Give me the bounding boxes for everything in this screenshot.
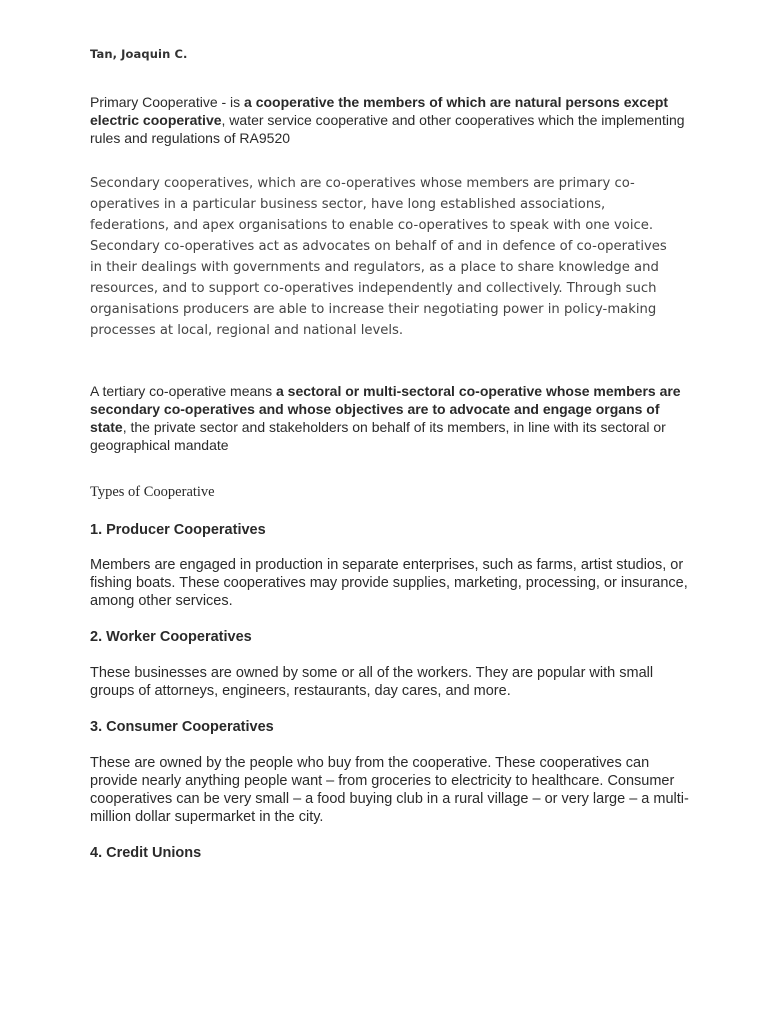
primary-rest: , water service cooperative and other cooperatives which the implementing rules and regulations of RA9520	[90, 112, 685, 146]
type-body-worker: These businesses are owned by some or all of the workers. They are popular with small groups of attorneys, engineers, restaurants, day cares, and more.	[90, 665, 654, 699]
type-heading-worker: 2. Worker Cooperatives	[90, 629, 252, 645]
secondary-cooperative-paragraph: Secondary cooperatives, which are co-operatives whose members are primary co-operatives in a particular business sector, have long established associations, federations, and apex organisations to enable co-operatives to speak with one voice. Secondary co-operatives act as advocates on behalf of and in defence of co-operatives in their dealings with governments and regulators, as a place to share knowledge and resources, and to support co-operatives independently and collectively. Through such organisations producers are able to increase their negotiating power in policy-making processes at local, regional and national levels.	[90, 176, 667, 338]
type-heading-credit-unions: 4. Credit Unions	[90, 845, 202, 861]
type-heading-producer: 1. Producer Cooperatives	[90, 522, 266, 538]
types-heading: Types of Cooperative	[90, 484, 215, 500]
author-name: Tan, Joaquin C.	[90, 47, 188, 61]
type-body-consumer: These are owned by the people who buy from the cooperative. These cooperatives can provide nearly anything people want – from groceries to electricity to healthcare. Consumer cooperatives can be very small – a food buying club in a rural village – or very large – a multi-million dollar supermarket in the city.	[90, 755, 689, 825]
primary-lead: Primary Cooperative - is	[90, 94, 245, 110]
tertiary-rest: , the private sector and stakeholders on behalf of its members, in line with its sectoral or geographical mandate	[90, 419, 666, 453]
primary-cooperative-paragraph	[90, 93, 690, 147]
primary-definition: a cooperative the members of which are natural persons except electric cooperative	[90, 94, 669, 128]
type-heading-consumer: 3. Consumer Cooperatives	[90, 719, 274, 735]
tertiary-cooperative-paragraph	[90, 382, 690, 454]
tertiary-lead: A tertiary co-operative means	[90, 383, 276, 399]
type-body-producer: Members are engaged in production in separate enterprises, such as farms, artist studios, or fishing boats. These cooperatives may provide supplies, marketing, processing, or insurance, among other services.	[90, 557, 688, 609]
tertiary-definition: a sectoral or multi-sectoral co-operative whose members are secondary co-operatives and whose objectives are to advocate and engage organs of state	[90, 383, 681, 435]
